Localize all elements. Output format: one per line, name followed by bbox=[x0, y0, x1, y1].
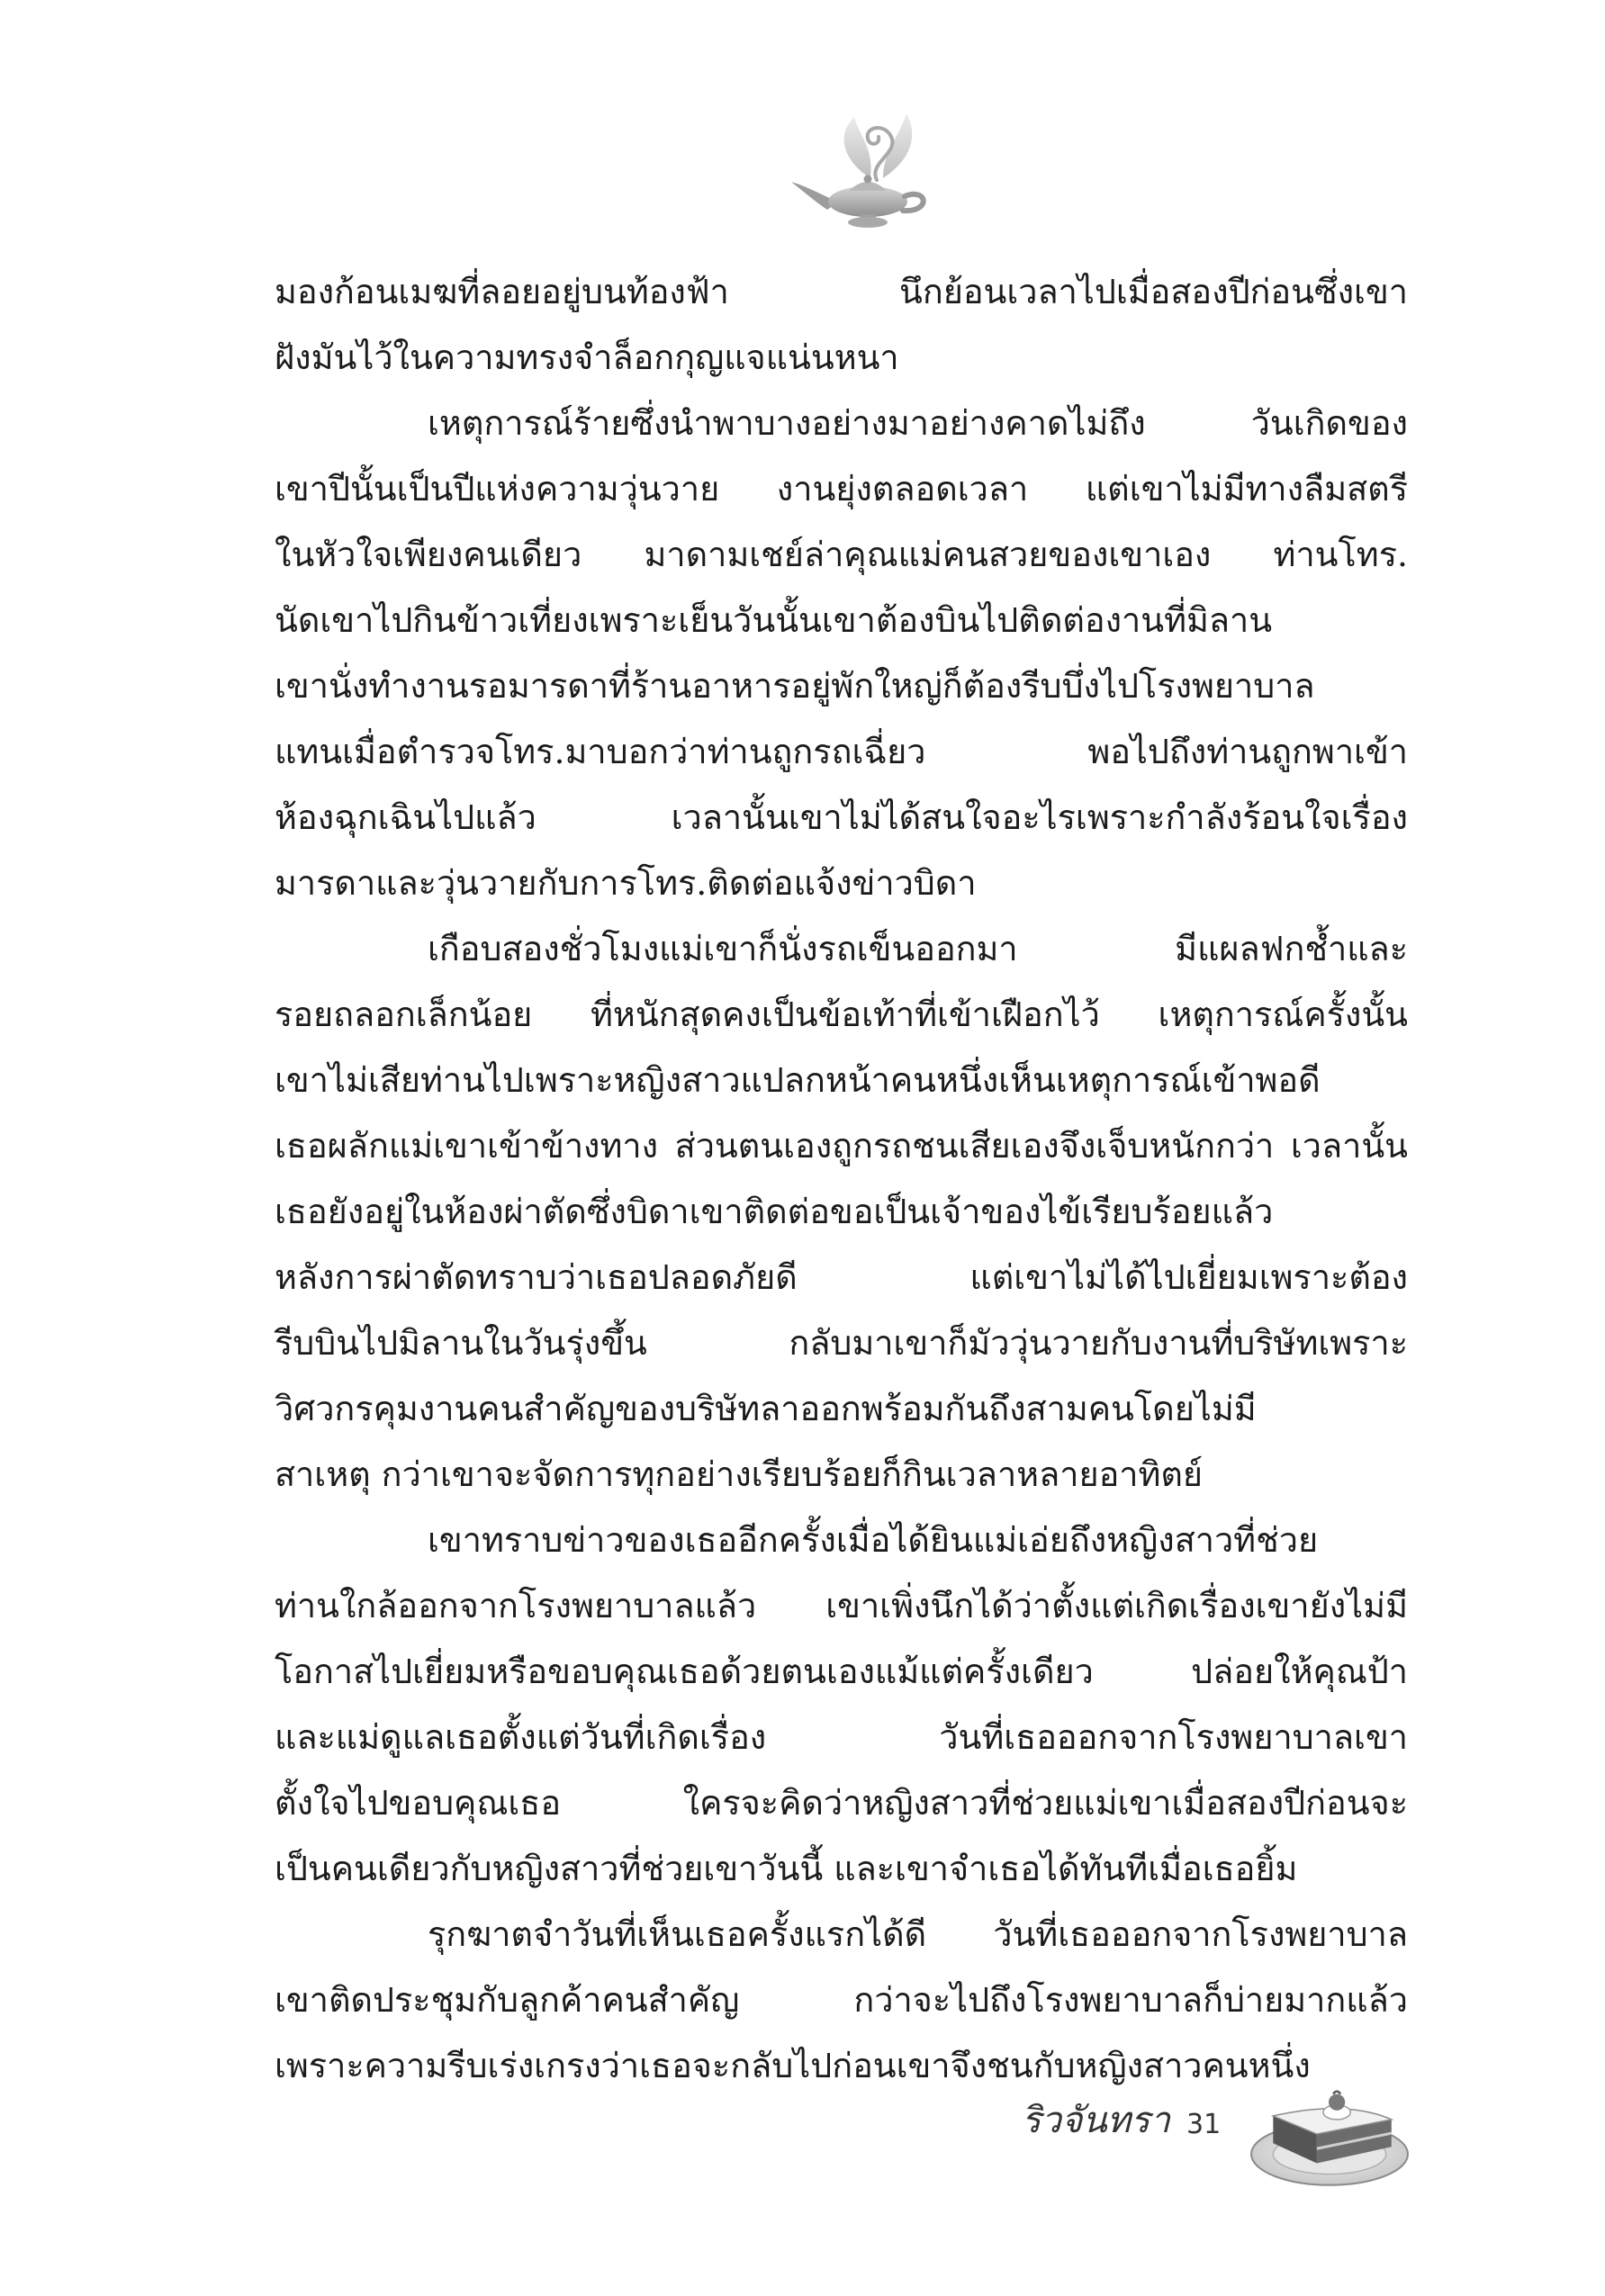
text-line: เพราะความรีบเร่งเกรงว่าเธอจะกลับไปก่อนเขาจึงชนกับหญิงสาวคนหนึ่ง bbox=[275, 2046, 1311, 2085]
text-line: รุกฆาตจำวันที่เห็นเธอครั้งแรกได้ดี วันที่เธอออกจากโรงพยาบาล bbox=[428, 1914, 1408, 1954]
paragraph bbox=[275, 259, 1408, 391]
text-line: โอกาสไปเยี่ยมหรือขอบคุณเธอด้วยตนเองแม้แต่ครั้งเดียว ปล่อยให้คุณป้า bbox=[275, 1652, 1408, 1691]
cake-slice-icon bbox=[1246, 2061, 1410, 2189]
text-line: เธอผลักแม่เขาเข้าข้างทาง ส่วนตนเองถูกรถชนเสียเองจึงเจ็บหนักกว่า เวลานั้น bbox=[275, 1126, 1408, 1166]
body-text bbox=[275, 259, 1408, 2099]
paragraph bbox=[275, 1508, 1408, 1902]
magic-lamp-icon bbox=[781, 108, 945, 234]
text-line: เขาติดประชุมกับลูกค้าคนสำคัญ กว่าจะไปถึงโรงพยาบาลก็บ่ายมากแล้ว bbox=[275, 1980, 1408, 2020]
text-line: ท่านใกล้ออกจากโรงพยาบาลแล้ว เขาเพิ่งนึกได้ว่าตั้งแต่เกิดเรื่องเขายังไม่มี bbox=[275, 1586, 1408, 1625]
text-line: นัดเขาไปกินข้าวเที่ยงเพราะเย็นวันนั้นเขาต้องบินไปติดต่องานที่มิลาน bbox=[275, 600, 1273, 640]
text-line: เขาทราบข่าวของเธออีกครั้งเมื่อได้ยินแม่เอ่ยถึงหญิงสาวที่ช่วย bbox=[428, 1520, 1319, 1560]
text-line: เขาไม่เสียท่านไปเพราะหญิงสาวแปลกหน้าคนหนึ่งเห็นเหตุการณ์เข้าพอดี bbox=[275, 1060, 1321, 1100]
running-footer-author: ริวจันทรา bbox=[1021, 2100, 1170, 2141]
text-line: ในหัวใจเพียงคนเดียว มาดามเชย์ล่าคุณแม่คนสวยของเขาเอง ท่านโทร. bbox=[275, 535, 1408, 574]
paragraph bbox=[275, 916, 1408, 1508]
text-line: แทนเมื่อตำรวจโทร.มาบอกว่าท่านถูกรถเฉี่ยว พอไปถึงท่านถูกพาเข้า bbox=[275, 732, 1408, 771]
text-line: หลังการผ่าตัดทราบว่าเธอปลอดภัยดี แต่เขาไม่ได้ไปเยี่ยมเพราะต้อง bbox=[275, 1257, 1408, 1297]
page-number: 31 bbox=[1186, 2109, 1222, 2140]
text-line: เขานั่งทำงานรอมารดาที่ร้านอาหารอยู่พักใหญ่ก็ต้องรีบบึ่งไปโรงพยาบาล bbox=[275, 666, 1315, 706]
text-line: ตั้งใจไปขอบคุณเธอ ใครจะคิดว่าหญิงสาวที่ช่วยแม่เขาเมื่อสองปีก่อนจะ bbox=[275, 1783, 1408, 1823]
text-line: มองก้อนเมฆที่ลอยอยู่บนท้องฟ้า นึกย้อนเวลาไปเมื่อสองปีก่อนซึ่งเขา bbox=[275, 272, 1408, 311]
text-line: รอยถลอกเล็กน้อย ที่หนักสุดคงเป็นข้อเท้าที่เข้าเฝือกไว้ เหตุการณ์ครั้งนั้น bbox=[275, 995, 1408, 1034]
text-line: สาเหตุ กว่าเขาจะจัดการทุกอย่างเรียบร้อยก็กินเวลาหลายอาทิตย์ bbox=[275, 1454, 1204, 1494]
text-line: รีบบินไปมิลานในวันรุ่งขึ้น กลับมาเขาก็มัววุ่นวายกับงานที่บริษัทเพราะ bbox=[275, 1323, 1408, 1363]
text-line: เกือบสองชั่วโมงแม่เขาก็นั่งรถเข็นออกมา มีแผลฟกช้ำและ bbox=[428, 929, 1408, 968]
text-line: และแม่ดูแลเธอตั้งแต่วันที่เกิดเรื่อง วันที่เธอออกจากโรงพยาบาลเขา bbox=[275, 1717, 1408, 1757]
text-line: มารดาและวุ่นวายกับการโทร.ติดต่อแจ้งข่าวบิดา bbox=[275, 863, 977, 903]
text-line: เธอยังอยู่ในห้องผ่าตัดซึ่งบิดาเขาติดต่อขอเป็นเจ้าของไข้เรียบร้อยแล้ว bbox=[275, 1192, 1274, 1231]
paragraph bbox=[275, 1902, 1408, 2099]
text-line: วิศวกรคุมงานคนสำคัญของบริษัทลาออกพร้อมกันถึงสามคนโดยไม่มี bbox=[275, 1389, 1257, 1428]
text-line: ห้องฉุกเฉินไปแล้ว เวลานั้นเขาไม่ได้สนใจอะไรเพราะกำลังร้อนใจเรื่อง bbox=[275, 797, 1408, 837]
text-line: เหตุการณ์ร้ายซึ่งนำพาบางอย่างมาอย่างคาดไม่ถึง วันเกิดของ bbox=[428, 403, 1408, 443]
text-line: ฝังมันไว้ในความทรงจำล็อกกุญแจแน่นหนา bbox=[275, 338, 899, 377]
text-line: เป็นคนเดียวกับหญิงสาวที่ช่วยเขาวันนี้ และเขาจำเธอได้ทันทีเมื่อเธอยิ้ม bbox=[275, 1849, 1298, 1888]
text-line: เขาปีนั้นเป็นปีแห่งความวุ่นวาย งานยุ่งตลอดเวลา แต่เขาไม่มีทางลืมสตรี bbox=[275, 469, 1408, 509]
paragraph bbox=[275, 391, 1408, 916]
